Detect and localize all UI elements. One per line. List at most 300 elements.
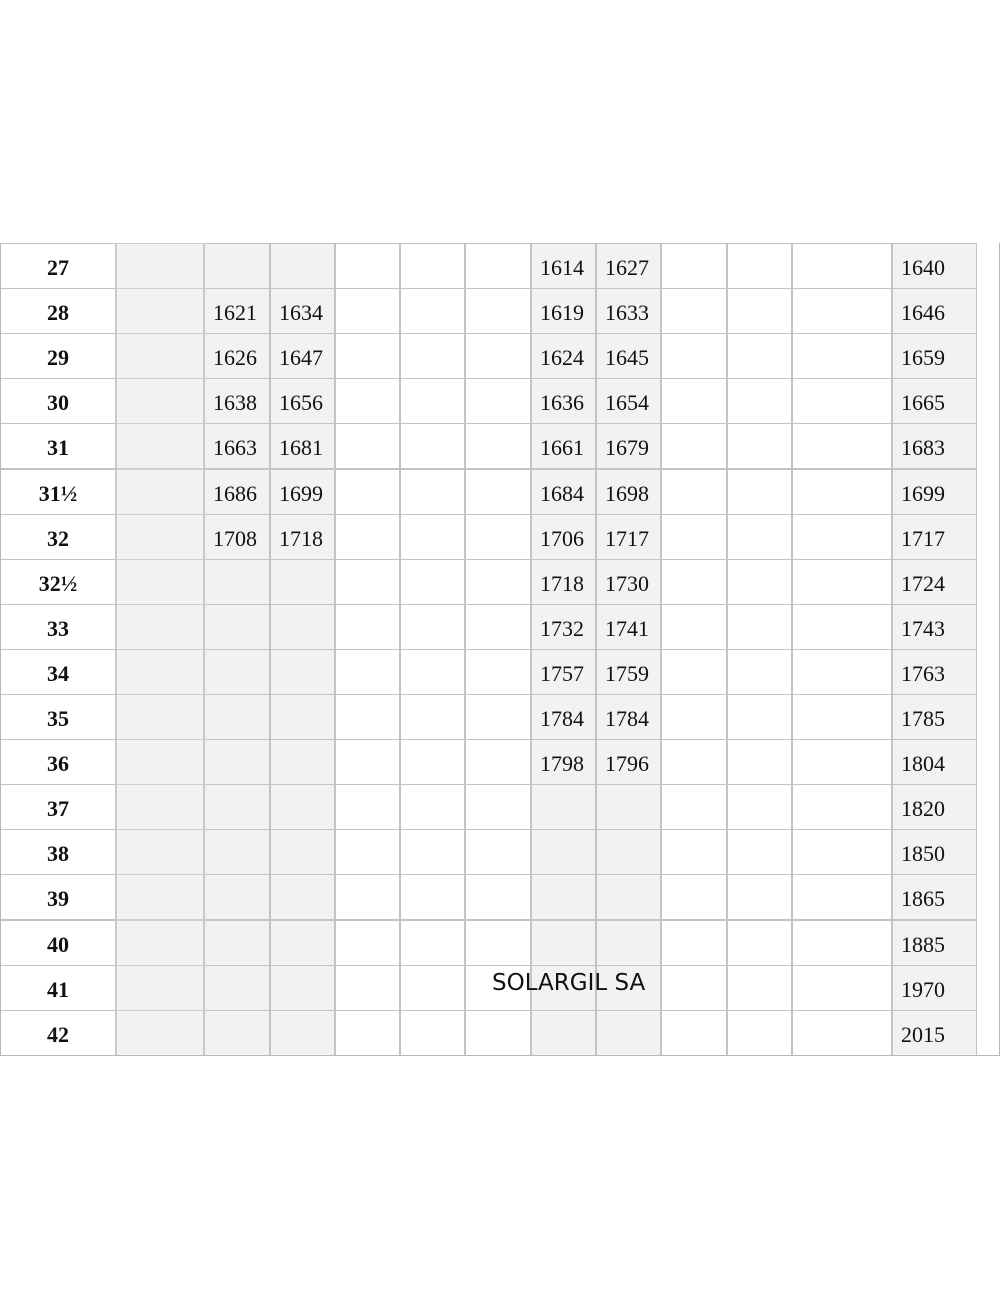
row-label	[0, 739, 116, 785]
cell-col-1	[204, 243, 270, 289]
cell-col-10	[792, 469, 892, 515]
cell-col-5	[465, 784, 531, 830]
cell-value: 1699	[901, 480, 945, 506]
cell-col-9	[727, 874, 792, 920]
cell-value: 1659	[901, 345, 945, 371]
cell-col-1	[204, 604, 270, 650]
row-label	[0, 469, 116, 515]
cell-value: 1683	[901, 435, 945, 461]
row-label	[0, 514, 116, 560]
row-label	[0, 333, 116, 379]
cell-col-7	[596, 378, 661, 424]
cell-col-7	[596, 649, 661, 695]
cell-col-5	[465, 874, 531, 920]
gutter-cell	[116, 288, 204, 334]
cell-col-1	[204, 739, 270, 785]
cell-col-8	[661, 423, 727, 469]
cell-col-2	[270, 739, 335, 785]
cell-col-9	[727, 965, 792, 1011]
cell-col-5	[465, 469, 531, 515]
cell-col-last	[892, 559, 977, 605]
cell-col-10	[792, 739, 892, 785]
cell-value: 1785	[901, 706, 945, 731]
cell-value: 1718	[279, 525, 323, 551]
cell-col-3	[335, 288, 400, 334]
cell-col-last	[892, 739, 977, 785]
cell-value: 1757	[540, 660, 584, 686]
row-label-text: 36	[47, 751, 69, 777]
row-label	[0, 965, 116, 1011]
cell-value: 1661	[540, 435, 584, 461]
cell-col-6	[531, 784, 596, 830]
cell-col-8	[661, 739, 727, 785]
cell-col-3	[335, 1010, 400, 1056]
row-label	[0, 288, 116, 334]
cell-col-9	[727, 920, 792, 966]
row-label-text: 31½	[38, 480, 78, 506]
cell-col-9	[727, 288, 792, 334]
cell-value: 1708	[213, 525, 257, 551]
cell-col-4	[400, 920, 465, 966]
row-label-text: 32	[47, 525, 69, 551]
cell-col-5	[465, 243, 531, 289]
cell-col-4	[400, 649, 465, 695]
cell-col-5	[465, 423, 531, 469]
cell-col-3	[335, 739, 400, 785]
cell-col-2	[270, 333, 335, 379]
row-label-text: 27	[47, 255, 69, 280]
gutter-cell	[116, 739, 204, 785]
cell-col-3	[335, 694, 400, 740]
cell-col-1	[204, 694, 270, 740]
cell-value: 1698	[605, 480, 649, 506]
gutter-cell	[116, 423, 204, 469]
cell-col-2	[270, 1010, 335, 1056]
cell-value: 1647	[279, 345, 323, 371]
row-label	[0, 920, 116, 966]
cell-col-7	[596, 423, 661, 469]
cell-col-8	[661, 874, 727, 920]
cell-col-4	[400, 243, 465, 289]
cell-col-9	[727, 784, 792, 830]
cell-col-9	[727, 829, 792, 875]
cell-value: 1706	[540, 525, 584, 551]
cell-col-7	[596, 333, 661, 379]
cell-col-6	[531, 604, 596, 650]
cell-col-9	[727, 1010, 792, 1056]
cell-value: 1718	[540, 570, 584, 596]
cell-value: 1684	[540, 480, 584, 506]
cell-col-1	[204, 649, 270, 695]
row-label	[0, 378, 116, 424]
gutter-cell	[116, 920, 204, 966]
cell-col-10	[792, 423, 892, 469]
cell-col-2	[270, 829, 335, 875]
cell-value: 1724	[901, 570, 945, 596]
cell-col-10	[792, 649, 892, 695]
cell-col-last	[892, 423, 977, 469]
cell-value: 1699	[279, 480, 323, 506]
cell-value: 1743	[901, 615, 945, 641]
cell-col-9	[727, 649, 792, 695]
cell-col-2	[270, 694, 335, 740]
row-label	[0, 559, 116, 605]
cell-col-1	[204, 378, 270, 424]
gutter-cell	[116, 559, 204, 605]
cell-value: 1633	[605, 300, 649, 326]
row-label-text: 41	[47, 976, 69, 1002]
cell-col-2	[270, 965, 335, 1011]
cell-value: 1784	[605, 706, 649, 731]
cell-col-5	[465, 514, 531, 560]
cell-col-10	[792, 829, 892, 875]
cell-value: 1717	[901, 525, 945, 551]
gutter-cell	[116, 874, 204, 920]
cell-col-7	[596, 288, 661, 334]
cell-col-last	[892, 604, 977, 650]
cell-col-8	[661, 920, 727, 966]
cell-col-3	[335, 514, 400, 560]
cell-col-4	[400, 829, 465, 875]
cell-col-5	[465, 378, 531, 424]
cell-col-8	[661, 784, 727, 830]
cell-col-5	[465, 739, 531, 785]
cell-value: 1665	[901, 390, 945, 416]
gutter-cell	[116, 694, 204, 740]
cell-col-2	[270, 604, 335, 650]
cell-col-8	[661, 694, 727, 740]
cell-col-last	[892, 874, 977, 920]
cell-col-7	[596, 920, 661, 966]
cell-value: 1681	[279, 435, 323, 461]
gutter-cell	[116, 333, 204, 379]
cell-col-6	[531, 649, 596, 695]
cell-col-4	[400, 965, 465, 1011]
cell-value: 1663	[213, 435, 257, 461]
cell-col-5	[465, 559, 531, 605]
cell-col-3	[335, 649, 400, 695]
cell-col-3	[335, 874, 400, 920]
cell-col-4	[400, 559, 465, 605]
cell-col-1	[204, 784, 270, 830]
cell-value: 1763	[901, 660, 945, 686]
cell-value: 1717	[605, 525, 649, 551]
cell-col-4	[400, 739, 465, 785]
row-label-text: 29	[47, 345, 69, 371]
cell-col-5	[465, 333, 531, 379]
cell-col-8	[661, 965, 727, 1011]
cell-col-last	[892, 514, 977, 560]
cell-col-4	[400, 378, 465, 424]
cell-col-8	[661, 378, 727, 424]
row-label-text: 39	[47, 886, 69, 912]
row-label-text: 42	[47, 1021, 69, 1047]
cell-value: 1865	[901, 886, 945, 912]
cell-col-9	[727, 243, 792, 289]
cell-value: 1646	[901, 300, 945, 326]
cell-col-1	[204, 514, 270, 560]
cell-col-10	[792, 243, 892, 289]
cell-col-last	[892, 243, 977, 289]
cell-col-last	[892, 694, 977, 740]
cell-col-10	[792, 874, 892, 920]
row-label-text: 32½	[38, 570, 78, 596]
cell-col-4	[400, 784, 465, 830]
cell-value: 1614	[540, 255, 584, 280]
cell-col-10	[792, 604, 892, 650]
cell-col-5	[465, 288, 531, 334]
cell-col-6	[531, 694, 596, 740]
cell-col-5	[465, 920, 531, 966]
cell-col-2	[270, 469, 335, 515]
gutter-cell	[116, 784, 204, 830]
cell-col-1	[204, 469, 270, 515]
cell-col-last	[892, 920, 977, 966]
cell-col-1	[204, 559, 270, 605]
cell-col-7	[596, 694, 661, 740]
cell-col-6	[531, 1010, 596, 1056]
cell-col-4	[400, 514, 465, 560]
cell-col-1	[204, 1010, 270, 1056]
cell-col-4	[400, 469, 465, 515]
cell-value: 1732	[540, 615, 584, 641]
cell-value: 1638	[213, 390, 257, 416]
cell-col-9	[727, 694, 792, 740]
cell-col-5	[465, 649, 531, 695]
gutter-cell	[116, 469, 204, 515]
cell-col-2	[270, 288, 335, 334]
gutter-cell	[116, 604, 204, 650]
cell-col-8	[661, 469, 727, 515]
cell-col-9	[727, 514, 792, 560]
cell-col-10	[792, 333, 892, 379]
cell-col-3	[335, 784, 400, 830]
cell-col-2	[270, 649, 335, 695]
cell-col-2	[270, 378, 335, 424]
cell-col-last	[892, 649, 977, 695]
row-label	[0, 784, 116, 830]
cell-col-1	[204, 965, 270, 1011]
cell-col-8	[661, 514, 727, 560]
cell-value: 1621	[213, 300, 257, 326]
cell-col-1	[204, 423, 270, 469]
cell-value: 1885	[901, 931, 945, 957]
cell-value: 1679	[605, 435, 649, 461]
cell-col-7	[596, 514, 661, 560]
cell-col-10	[792, 559, 892, 605]
cell-col-6	[531, 559, 596, 605]
cell-value: 1850	[901, 841, 945, 867]
cell-col-6	[531, 288, 596, 334]
cell-col-5	[465, 829, 531, 875]
cell-col-10	[792, 1010, 892, 1056]
cell-col-10	[792, 378, 892, 424]
cell-col-3	[335, 469, 400, 515]
cell-col-9	[727, 604, 792, 650]
row-label-text: 35	[47, 706, 69, 731]
cell-col-7	[596, 739, 661, 785]
cell-col-8	[661, 604, 727, 650]
cell-col-9	[727, 469, 792, 515]
row-label	[0, 423, 116, 469]
cell-value: 1741	[605, 615, 649, 641]
cell-col-5	[465, 604, 531, 650]
cell-col-7	[596, 243, 661, 289]
cell-col-1	[204, 920, 270, 966]
cell-col-1	[204, 333, 270, 379]
cell-value: 1654	[605, 390, 649, 416]
cell-col-2	[270, 874, 335, 920]
cell-col-7	[596, 559, 661, 605]
cell-col-6	[531, 469, 596, 515]
cell-col-1	[204, 288, 270, 334]
cell-col-last	[892, 469, 977, 515]
cell-col-5	[465, 1010, 531, 1056]
cell-value: 1656	[279, 390, 323, 416]
cell-value: 1636	[540, 390, 584, 416]
cell-col-1	[204, 829, 270, 875]
cell-col-8	[661, 243, 727, 289]
row-label	[0, 649, 116, 695]
gutter-cell	[116, 514, 204, 560]
cell-value: 1759	[605, 660, 649, 686]
row-label-text: 34	[47, 660, 69, 686]
cell-value: 1784	[540, 706, 584, 731]
cell-col-4	[400, 333, 465, 379]
cell-col-3	[335, 378, 400, 424]
cell-col-7	[596, 874, 661, 920]
cell-col-2	[270, 920, 335, 966]
row-label	[0, 829, 116, 875]
cell-col-6	[531, 378, 596, 424]
cell-col-6	[531, 874, 596, 920]
cell-col-10	[792, 514, 892, 560]
cell-col-10	[792, 965, 892, 1011]
cell-col-8	[661, 829, 727, 875]
cell-value: 1627	[605, 255, 649, 280]
watermark-text: SOLARGIL SA	[492, 970, 646, 996]
row-label	[0, 604, 116, 650]
cell-col-8	[661, 288, 727, 334]
cell-col-7	[596, 604, 661, 650]
row-label	[0, 1010, 116, 1056]
cell-col-3	[335, 920, 400, 966]
cell-col-3	[335, 604, 400, 650]
cell-col-8	[661, 559, 727, 605]
cell-col-7	[596, 784, 661, 830]
cell-col-last	[892, 288, 977, 334]
cell-col-6	[531, 243, 596, 289]
cell-value: 1796	[605, 751, 649, 777]
cell-value: 1686	[213, 480, 257, 506]
gutter-cell	[116, 965, 204, 1011]
row-label	[0, 874, 116, 920]
cell-value: 2015	[901, 1021, 945, 1047]
cell-col-1	[204, 874, 270, 920]
cell-col-3	[335, 243, 400, 289]
cell-col-2	[270, 514, 335, 560]
cell-value: 1645	[605, 345, 649, 371]
cell-col-6	[531, 333, 596, 379]
cell-col-2	[270, 423, 335, 469]
cell-value: 1626	[213, 345, 257, 371]
cell-col-10	[792, 288, 892, 334]
cell-col-7	[596, 1010, 661, 1056]
cell-col-2	[270, 243, 335, 289]
cell-col-3	[335, 829, 400, 875]
cell-col-8	[661, 649, 727, 695]
cell-col-10	[792, 694, 892, 740]
row-label	[0, 694, 116, 740]
cell-value: 1804	[901, 751, 945, 777]
cell-col-last	[892, 333, 977, 379]
cell-col-6	[531, 739, 596, 785]
cell-value: 1820	[901, 796, 945, 822]
cell-col-last	[892, 965, 977, 1011]
cell-col-5	[465, 694, 531, 740]
cell-col-9	[727, 333, 792, 379]
cell-col-6	[531, 920, 596, 966]
cell-col-2	[270, 784, 335, 830]
gutter-cell	[116, 243, 204, 289]
row-label-text: 38	[47, 841, 69, 867]
row-label-text: 28	[47, 300, 69, 326]
cell-col-10	[792, 784, 892, 830]
cell-col-4	[400, 288, 465, 334]
cell-col-last	[892, 1010, 977, 1056]
cell-col-last	[892, 784, 977, 830]
cell-col-4	[400, 1010, 465, 1056]
cell-col-last	[892, 378, 977, 424]
cell-col-10	[792, 920, 892, 966]
cell-col-2	[270, 559, 335, 605]
cell-col-3	[335, 965, 400, 1011]
row-label	[0, 243, 116, 289]
cell-col-9	[727, 739, 792, 785]
row-label-text: 37	[47, 796, 69, 822]
gutter-cell	[116, 649, 204, 695]
gutter-cell	[116, 378, 204, 424]
cell-col-4	[400, 423, 465, 469]
cell-value: 1730	[605, 570, 649, 596]
row-label-text: 30	[47, 390, 69, 416]
cell-col-8	[661, 333, 727, 379]
cell-value: 1624	[540, 345, 584, 371]
cell-col-9	[727, 423, 792, 469]
cell-value: 1619	[540, 300, 584, 326]
cell-value: 1970	[901, 976, 945, 1002]
cell-col-9	[727, 378, 792, 424]
cell-col-7	[596, 469, 661, 515]
cell-col-4	[400, 874, 465, 920]
row-label-text: 33	[47, 615, 69, 641]
cell-col-last	[892, 829, 977, 875]
cell-value: 1634	[279, 300, 323, 326]
cell-col-3	[335, 333, 400, 379]
cell-col-6	[531, 829, 596, 875]
cell-col-9	[727, 559, 792, 605]
cell-col-7	[596, 829, 661, 875]
gutter-cell	[116, 829, 204, 875]
gutter-cell	[116, 1010, 204, 1056]
row-label-text: 40	[47, 931, 69, 957]
cell-value: 1798	[540, 751, 584, 777]
cell-col-3	[335, 423, 400, 469]
row-label-text: 31	[47, 435, 69, 461]
cell-col-4	[400, 604, 465, 650]
cell-col-8	[661, 1010, 727, 1056]
cell-col-4	[400, 694, 465, 740]
